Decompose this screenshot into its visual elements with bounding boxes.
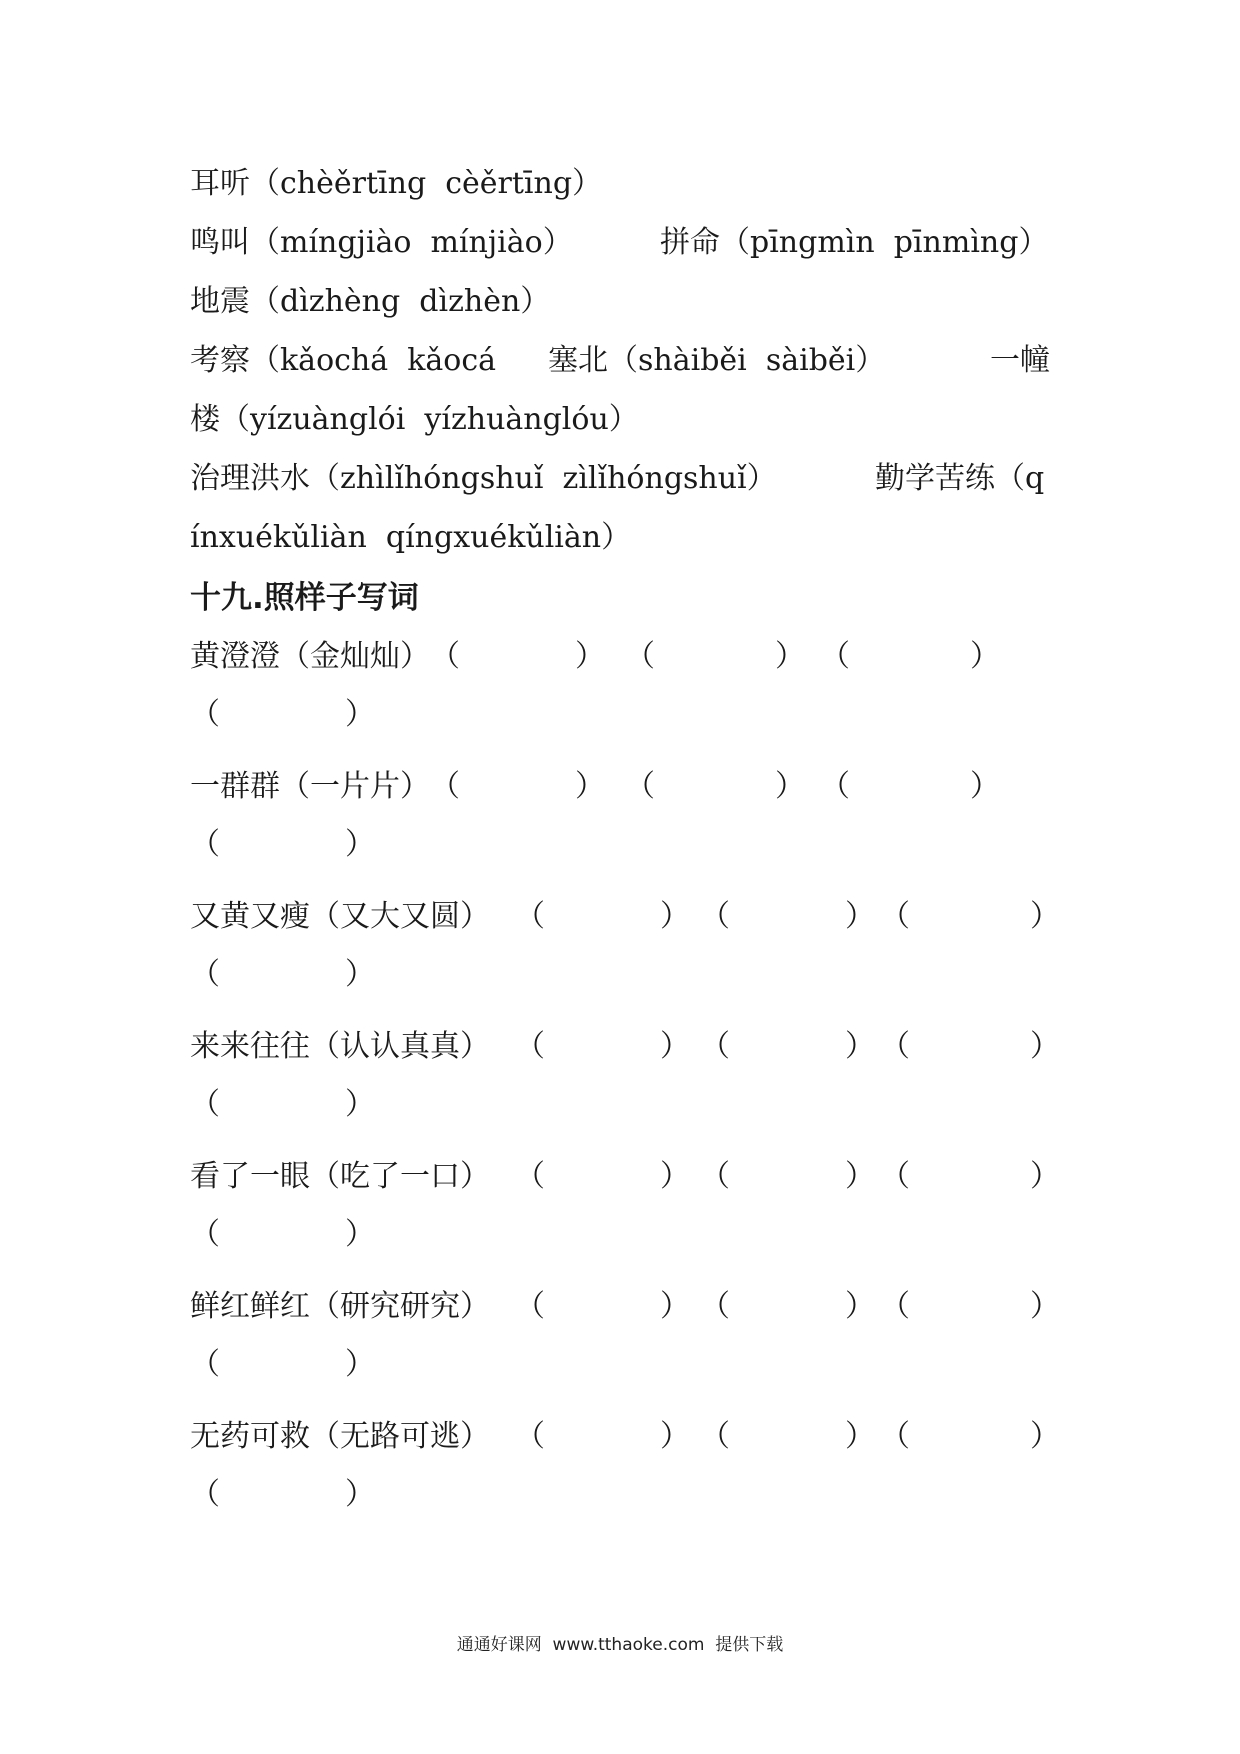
answer-blank-open[interactable]: （	[430, 769, 460, 804]
pinyin-item: 耳听（chèěrtīng cèěrtīng）	[190, 166, 603, 201]
answer-blank-open[interactable]: （	[880, 899, 910, 934]
answer-blank-open[interactable]: （	[700, 899, 730, 934]
pinyin-item: 塞北（shàiběi sàiběi）	[548, 343, 886, 378]
word-exercise-row	[190, 889, 1060, 945]
word-exercise-row-continued	[190, 687, 1060, 743]
answer-blank-close: ）	[660, 1029, 690, 1064]
answer-blank-open[interactable]: （	[190, 1087, 220, 1122]
answer-blank-open[interactable]: （	[820, 769, 850, 804]
answer-blank-open[interactable]: （	[880, 1419, 910, 1454]
answer-blank-open[interactable]: （	[430, 639, 460, 674]
word-exercise-row	[190, 1149, 1060, 1205]
answer-blank-open[interactable]: （	[700, 1159, 730, 1194]
answer-blank-open[interactable]: （	[700, 1029, 730, 1064]
answer-blank-close: ）	[660, 899, 690, 934]
answer-blank-close: ）	[845, 1159, 875, 1194]
section-19-title: 十九.照样子写词	[190, 580, 419, 616]
example-words: 来来往往（认认真真）	[190, 1029, 490, 1064]
answer-blank-open[interactable]: （	[625, 639, 655, 674]
pinyin-line-7	[190, 510, 1060, 566]
pinyin-item: 鸣叫（míngjiào mínjiào）	[190, 225, 573, 260]
answer-blank-open[interactable]: （	[190, 1217, 220, 1252]
answer-blank-close: ）	[1030, 1029, 1060, 1064]
answer-blank-open[interactable]: （	[515, 1159, 545, 1194]
answer-blank-close: ）	[1030, 1419, 1060, 1454]
answer-blank-close: ）	[845, 1029, 875, 1064]
example-words: 鲜红鲜红（研究研究）	[190, 1289, 490, 1324]
word-exercise-row	[190, 1279, 1060, 1335]
answer-blank-open[interactable]: （	[515, 1289, 545, 1324]
pinyin-item: 治理洪水（zhìlǐhóngshuǐ zìlǐhóngshuǐ）	[190, 461, 777, 496]
word-exercise-row	[190, 1409, 1060, 1465]
answer-blank-close: ）	[660, 1419, 690, 1454]
example-words: 又黄又瘦（又大又圆）	[190, 899, 490, 934]
answer-blank-open[interactable]: （	[190, 827, 220, 862]
word-exercise-row-continued	[190, 1077, 1060, 1133]
answer-blank-close: ）	[345, 697, 375, 732]
pinyin-item: 勤学苦练（q	[875, 461, 1045, 496]
word-exercise-row	[190, 759, 1060, 815]
answer-blank-open[interactable]: （	[625, 769, 655, 804]
word-exercise-row-continued	[190, 817, 1060, 873]
pinyin-item: 地震（dìzhèng dìzhèn）	[190, 284, 551, 319]
answer-blank-open[interactable]: （	[820, 639, 850, 674]
answer-blank-open[interactable]: （	[880, 1289, 910, 1324]
pinyin-item: 楼（yízuànglói yízhuànglóu）	[190, 402, 639, 437]
answer-blank-open[interactable]: （	[880, 1159, 910, 1194]
answer-blank-close: ）	[1030, 1289, 1060, 1324]
answer-blank-close: ）	[345, 1087, 375, 1122]
answer-blank-close: ）	[1030, 1159, 1060, 1194]
pinyin-line-2	[190, 215, 1060, 271]
word-exercise-row-continued	[190, 1207, 1060, 1263]
answer-blank-close: ）	[345, 1217, 375, 1252]
answer-blank-open[interactable]: （	[700, 1289, 730, 1324]
answer-blank-open[interactable]: （	[515, 1419, 545, 1454]
pinyin-line-6	[190, 451, 1060, 507]
answer-blank-close: ）	[775, 639, 805, 674]
answer-blank-open[interactable]: （	[515, 1029, 545, 1064]
pinyin-item: 考察（kǎochá kǎocá	[190, 343, 497, 378]
answer-blank-open[interactable]: （	[190, 1347, 220, 1382]
answer-blank-close: ）	[1030, 899, 1060, 934]
page-footer: 通通好课网 www.tthaoke.com 提供下载	[456, 1635, 784, 1655]
pinyin-item: ínxuékǔliàn qíngxuékǔliàn）	[190, 520, 632, 555]
word-exercise-row-continued	[190, 1467, 1060, 1523]
answer-blank-close: ）	[660, 1159, 690, 1194]
answer-blank-close: ）	[775, 769, 805, 804]
answer-blank-close: ）	[970, 639, 1000, 674]
answer-blank-close: ）	[845, 1289, 875, 1324]
answer-blank-close: ）	[845, 1419, 875, 1454]
example-words: 看了一眼（吃了一口）	[190, 1159, 490, 1194]
pinyin-line-1	[190, 156, 1060, 212]
pinyin-line-3	[190, 274, 1060, 330]
answer-blank-close: ）	[660, 1289, 690, 1324]
answer-blank-close: ）	[845, 899, 875, 934]
word-exercise-row-continued	[190, 1337, 1060, 1393]
answer-blank-open[interactable]: （	[190, 697, 220, 732]
answer-blank-close: ）	[345, 827, 375, 862]
pinyin-line-4	[190, 333, 1060, 389]
answer-blank-open[interactable]: （	[190, 1477, 220, 1512]
answer-blank-close: ）	[575, 769, 605, 804]
answer-blank-open[interactable]: （	[515, 899, 545, 934]
answer-blank-open[interactable]: （	[880, 1029, 910, 1064]
answer-blank-close: ）	[345, 1347, 375, 1382]
answer-blank-close: ）	[345, 1477, 375, 1512]
answer-blank-close: ）	[575, 639, 605, 674]
word-exercise-row	[190, 629, 1060, 685]
pinyin-item: 一幢	[990, 343, 1050, 378]
word-exercise-row-continued	[190, 947, 1060, 1003]
pinyin-line-5	[190, 392, 1060, 448]
pinyin-item: 拼命（pīngmìn pīnmìng）	[660, 225, 1049, 260]
example-words: 黄澄澄（金灿灿）	[190, 639, 430, 674]
example-words: 一群群（一片片）	[190, 769, 430, 804]
answer-blank-open[interactable]: （	[700, 1419, 730, 1454]
answer-blank-close: ）	[345, 957, 375, 992]
word-exercise-row	[190, 1019, 1060, 1075]
example-words: 无药可救（无路可逃）	[190, 1419, 490, 1454]
answer-blank-close: ）	[970, 769, 1000, 804]
answer-blank-open[interactable]: （	[190, 957, 220, 992]
